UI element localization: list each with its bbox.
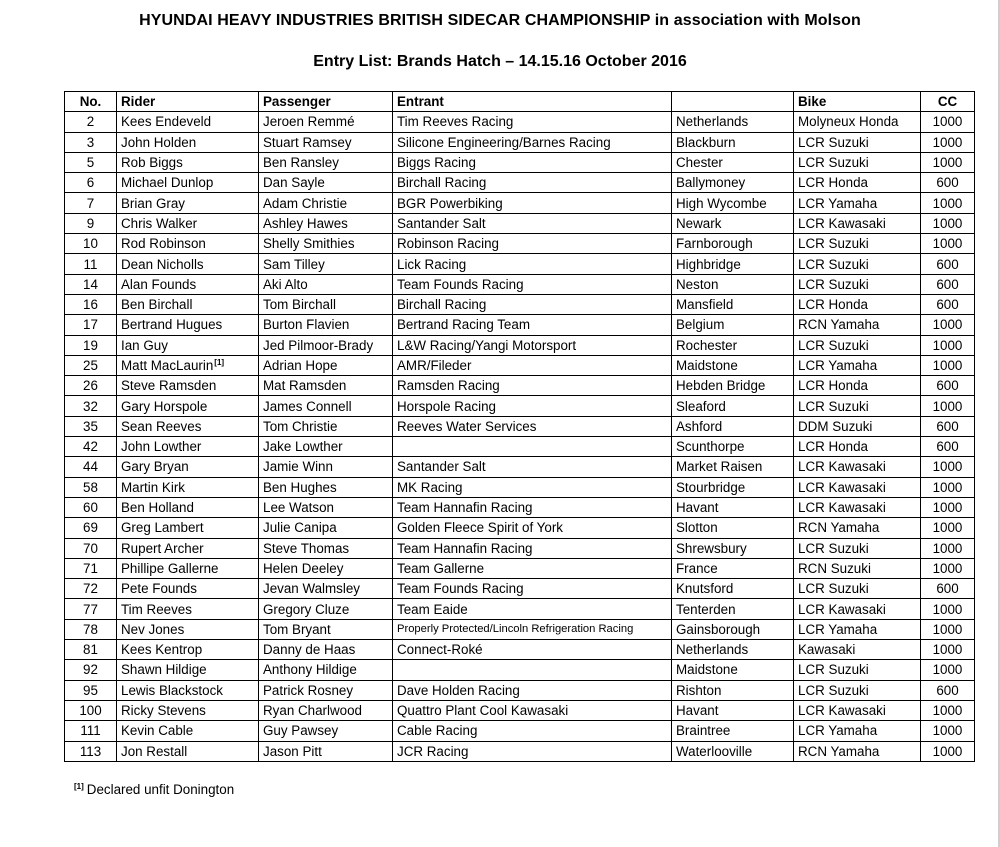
cell-cc: 1000: [921, 234, 975, 254]
cell-passenger: Gregory Cluze: [259, 599, 393, 619]
cell-bike: LCR Yamaha: [794, 193, 921, 213]
cell-passenger: Jake Lowther: [259, 437, 393, 457]
cell-no: 26: [65, 376, 117, 396]
cell-entrant: Dave Holden Racing: [393, 680, 672, 700]
cell-cc: 1000: [921, 396, 975, 416]
cell-cc: 1000: [921, 152, 975, 172]
cell-bike: LCR Honda: [794, 294, 921, 314]
cell-rider: Ricky Stevens: [117, 700, 259, 720]
table-row: [65, 518, 975, 538]
cell-rider: John Holden: [117, 132, 259, 152]
table-row: [65, 396, 975, 416]
cell-passenger: Steve Thomas: [259, 538, 393, 558]
cell-entrant: Ramsden Racing: [393, 376, 672, 396]
cell-location: Maidstone: [672, 660, 794, 680]
cell-cc: 1000: [921, 558, 975, 578]
cell-cc: 1000: [921, 538, 975, 558]
cell-location: Shrewsbury: [672, 538, 794, 558]
cell-cc: 1000: [921, 335, 975, 355]
cell-passenger: Helen Deeley: [259, 558, 393, 578]
cell-bike: RCN Suzuki: [794, 558, 921, 578]
cell-entrant: Connect-Roké: [393, 640, 672, 660]
cell-bike: DDM Suzuki: [794, 416, 921, 436]
cell-bike: LCR Kawasaki: [794, 457, 921, 477]
cell-bike: RCN Yamaha: [794, 741, 921, 761]
cell-entrant: Santander Salt: [393, 213, 672, 233]
cell-no: 111: [65, 721, 117, 741]
cell-no: 14: [65, 274, 117, 294]
cell-bike: LCR Suzuki: [794, 579, 921, 599]
cell-cc: 600: [921, 274, 975, 294]
cell-location: Knutsford: [672, 579, 794, 599]
table-body: [65, 112, 975, 762]
table-row: [65, 538, 975, 558]
cell-rider: Rod Robinson: [117, 234, 259, 254]
cell-rider: Gary Horspole: [117, 396, 259, 416]
cell-passenger: Stuart Ramsey: [259, 132, 393, 152]
cell-passenger: Sam Tilley: [259, 254, 393, 274]
cell-passenger: Mat Ramsden: [259, 376, 393, 396]
cell-cc: 1000: [921, 700, 975, 720]
cell-passenger: Burton Flavien: [259, 315, 393, 335]
cell-entrant: Team Hannafin Racing: [393, 538, 672, 558]
cell-no: 95: [65, 680, 117, 700]
cell-passenger: Adam Christie: [259, 193, 393, 213]
cell-rider: Bertrand Hugues: [117, 315, 259, 335]
cell-cc: 600: [921, 416, 975, 436]
cell-no: 6: [65, 173, 117, 193]
cell-no: 3: [65, 132, 117, 152]
rider-name: Matt MacLaurin: [121, 358, 214, 373]
cell-passenger: Jamie Winn: [259, 457, 393, 477]
cell-rider: Phillipe Gallerne: [117, 558, 259, 578]
table-row: [65, 558, 975, 578]
cell-bike: LCR Kawasaki: [794, 213, 921, 233]
column-header-entrant: Entrant: [393, 92, 672, 112]
cell-entrant: Lick Racing: [393, 254, 672, 274]
cell-rider: Kees Kentrop: [117, 640, 259, 660]
cell-passenger: Anthony Hildige: [259, 660, 393, 680]
table-row: [65, 355, 975, 375]
cell-passenger: Julie Canipa: [259, 518, 393, 538]
cell-bike: LCR Honda: [794, 173, 921, 193]
cell-location: Braintree: [672, 721, 794, 741]
cell-entrant: Silicone Engineering/Barnes Racing: [393, 132, 672, 152]
cell-entrant: Team Hannafin Racing: [393, 497, 672, 517]
table-row: [65, 234, 975, 254]
cell-location: Farnborough: [672, 234, 794, 254]
cell-no: 10: [65, 234, 117, 254]
table-row: [65, 700, 975, 720]
table-row: [65, 315, 975, 335]
cell-entrant: Tim Reeves Racing: [393, 112, 672, 132]
cell-passenger: Ben Hughes: [259, 477, 393, 497]
table-row: [65, 173, 975, 193]
cell-location: Scunthorpe: [672, 437, 794, 457]
cell-cc: 600: [921, 437, 975, 457]
cell-location: Hebden Bridge: [672, 376, 794, 396]
cell-rider: Ben Birchall: [117, 294, 259, 314]
cell-no: 77: [65, 599, 117, 619]
footnote-text: Declared unfit Donington: [86, 782, 235, 797]
cell-no: 69: [65, 518, 117, 538]
cell-location: Newark: [672, 213, 794, 233]
cell-location: Market Raisen: [672, 457, 794, 477]
cell-cc: 600: [921, 294, 975, 314]
cell-bike: RCN Yamaha: [794, 315, 921, 335]
cell-no: 32: [65, 396, 117, 416]
cell-entrant: [393, 660, 672, 680]
cell-passenger: Guy Pawsey: [259, 721, 393, 741]
table-row: [65, 335, 975, 355]
cell-bike: LCR Honda: [794, 437, 921, 457]
cell-location: Slotton: [672, 518, 794, 538]
cell-entrant: Biggs Racing: [393, 152, 672, 172]
table-row: [65, 132, 975, 152]
cell-cc: 1000: [921, 619, 975, 639]
cell-location: Highbridge: [672, 254, 794, 274]
column-header-rider: Rider: [117, 92, 259, 112]
cell-passenger: James Connell: [259, 396, 393, 416]
cell-entrant: Quattro Plant Cool Kawasaki: [393, 700, 672, 720]
table-row: [65, 457, 975, 477]
cell-no: 7: [65, 193, 117, 213]
cell-rider: John Lowther: [117, 437, 259, 457]
cell-rider: Alan Founds: [117, 274, 259, 294]
cell-cc: 1000: [921, 741, 975, 761]
cell-no: 5: [65, 152, 117, 172]
cell-location: Chester: [672, 152, 794, 172]
table-row: [65, 741, 975, 761]
cell-no: 25: [65, 355, 117, 375]
table-row: [65, 680, 975, 700]
cell-cc: 1000: [921, 193, 975, 213]
cell-passenger: Jason Pitt: [259, 741, 393, 761]
cell-no: 70: [65, 538, 117, 558]
cell-passenger: Jevan Walmsley: [259, 579, 393, 599]
cell-cc: 1000: [921, 457, 975, 477]
cell-rider: Greg Lambert: [117, 518, 259, 538]
cell-location: France: [672, 558, 794, 578]
cell-no: 19: [65, 335, 117, 355]
cell-cc: 1000: [921, 660, 975, 680]
cell-location: High Wycombe: [672, 193, 794, 213]
cell-rider: Nev Jones: [117, 619, 259, 639]
cell-entrant: Cable Racing: [393, 721, 672, 741]
cell-location: Waterlooville: [672, 741, 794, 761]
document-subtitle: Entry List: Brands Hatch – 14.15.16 October 2016: [313, 53, 687, 70]
cell-bike: LCR Suzuki: [794, 335, 921, 355]
cell-bike: Molyneux Honda: [794, 112, 921, 132]
cell-entrant: BGR Powerbiking: [393, 193, 672, 213]
table-row: [65, 721, 975, 741]
cell-location: Rishton: [672, 680, 794, 700]
cell-entrant: Santander Salt: [393, 457, 672, 477]
cell-entrant: Team Gallerne: [393, 558, 672, 578]
cell-entrant: Team Eaide: [393, 599, 672, 619]
cell-rider: Ben Holland: [117, 497, 259, 517]
cell-cc: 1000: [921, 315, 975, 335]
cell-location: Belgium: [672, 315, 794, 335]
cell-cc: 1000: [921, 640, 975, 660]
table-row: [65, 477, 975, 497]
cell-cc: 600: [921, 254, 975, 274]
table-row: [65, 294, 975, 314]
cell-passenger: Tom Birchall: [259, 294, 393, 314]
cell-bike: Kawasaki: [794, 640, 921, 660]
table-row: [65, 376, 975, 396]
cell-rider: Rob Biggs: [117, 152, 259, 172]
cell-bike: LCR Suzuki: [794, 234, 921, 254]
cell-location: Netherlands: [672, 112, 794, 132]
cell-location: Tenterden: [672, 599, 794, 619]
cell-no: 16: [65, 294, 117, 314]
cell-bike: LCR Kawasaki: [794, 477, 921, 497]
entry-list-table: [64, 91, 975, 762]
table-row: [65, 416, 975, 436]
cell-passenger: Ryan Charlwood: [259, 700, 393, 720]
cell-cc: 1000: [921, 477, 975, 497]
cell-rider: Martin Kirk: [117, 477, 259, 497]
cell-passenger: Tom Bryant: [259, 619, 393, 639]
document-title: HYUNDAI HEAVY INDUSTRIES BRITISH SIDECAR CHAMPIONSHIP in association with Molson: [139, 12, 861, 29]
cell-bike: LCR Kawasaki: [794, 599, 921, 619]
cell-no: 35: [65, 416, 117, 436]
cell-passenger: Ashley Hawes: [259, 213, 393, 233]
cell-bike: LCR Suzuki: [794, 254, 921, 274]
cell-bike: LCR Suzuki: [794, 680, 921, 700]
cell-rider: Rupert Archer: [117, 538, 259, 558]
column-header-location: [672, 92, 794, 112]
table-row: [65, 112, 975, 132]
cell-location: Blackburn: [672, 132, 794, 152]
table-row: [65, 254, 975, 274]
cell-entrant: JCR Racing: [393, 741, 672, 761]
cell-entrant: MK Racing: [393, 477, 672, 497]
cell-bike: LCR Suzuki: [794, 152, 921, 172]
cell-rider: Steve Ramsden: [117, 376, 259, 396]
cell-entrant: L&W Racing/Yangi Motorsport: [393, 335, 672, 355]
cell-cc: 1000: [921, 599, 975, 619]
cell-passenger: Aki Alto: [259, 274, 393, 294]
cell-entrant: Horspole Racing: [393, 396, 672, 416]
cell-passenger: Jed Pilmoor-Brady: [259, 335, 393, 355]
cell-cc: 600: [921, 680, 975, 700]
cell-passenger: Lee Watson: [259, 497, 393, 517]
cell-rider: Gary Bryan: [117, 457, 259, 477]
cell-cc: 600: [921, 579, 975, 599]
cell-bike: LCR Suzuki: [794, 132, 921, 152]
table-row: [65, 193, 975, 213]
column-header-no: No.: [65, 92, 117, 112]
cell-no: 9: [65, 213, 117, 233]
cell-cc: 1000: [921, 497, 975, 517]
table-row: [65, 152, 975, 172]
cell-passenger: Danny de Haas: [259, 640, 393, 660]
cell-rider: Michael Dunlop: [117, 173, 259, 193]
cell-passenger: Jeroen Remmé: [259, 112, 393, 132]
cell-entrant: Properly Protected/Lincoln Refrigeration Racing: [393, 619, 672, 639]
table-row: [65, 640, 975, 660]
cell-no: 42: [65, 437, 117, 457]
cell-no: 72: [65, 579, 117, 599]
cell-no: 2: [65, 112, 117, 132]
cell-cc: 1000: [921, 518, 975, 538]
column-header-passenger: Passenger: [259, 92, 393, 112]
cell-location: Ashford: [672, 416, 794, 436]
cell-no: 71: [65, 558, 117, 578]
cell-rider: Shawn Hildige: [117, 660, 259, 680]
cell-location: Maidstone: [672, 355, 794, 375]
cell-no: 60: [65, 497, 117, 517]
cell-location: Mansfield: [672, 294, 794, 314]
cell-rider: Lewis Blackstock: [117, 680, 259, 700]
table-row: [65, 599, 975, 619]
cell-passenger: Tom Christie: [259, 416, 393, 436]
cell-cc: 1000: [921, 213, 975, 233]
column-header-bike: Bike: [794, 92, 921, 112]
cell-entrant: Team Founds Racing: [393, 274, 672, 294]
cell-rider: Pete Founds: [117, 579, 259, 599]
cell-entrant: Team Founds Racing: [393, 579, 672, 599]
cell-passenger: Adrian Hope: [259, 355, 393, 375]
table-row: [65, 619, 975, 639]
cell-entrant: Birchall Racing: [393, 294, 672, 314]
cell-bike: LCR Suzuki: [794, 660, 921, 680]
cell-rider: Sean Reeves: [117, 416, 259, 436]
cell-rider: Jon Restall: [117, 741, 259, 761]
cell-no: 100: [65, 700, 117, 720]
footnote-reference: [1]: [214, 358, 225, 367]
cell-bike: LCR Yamaha: [794, 355, 921, 375]
cell-rider: Dean Nicholls: [117, 254, 259, 274]
cell-cc: 1000: [921, 132, 975, 152]
cell-bike: LCR Suzuki: [794, 274, 921, 294]
cell-bike: RCN Yamaha: [794, 518, 921, 538]
cell-entrant: Birchall Racing: [393, 173, 672, 193]
cell-location: Stourbridge: [672, 477, 794, 497]
cell-rider: Kees Endeveld: [117, 112, 259, 132]
footnote-marker: [1]: [74, 782, 84, 791]
cell-cc: 1000: [921, 355, 975, 375]
cell-bike: LCR Suzuki: [794, 538, 921, 558]
table-row: [65, 660, 975, 680]
cell-bike: LCR Kawasaki: [794, 700, 921, 720]
cell-location: Havant: [672, 700, 794, 720]
cell-no: 81: [65, 640, 117, 660]
cell-location: Gainsborough: [672, 619, 794, 639]
cell-location: Ballymoney: [672, 173, 794, 193]
cell-no: 17: [65, 315, 117, 335]
cell-passenger: Ben Ransley: [259, 152, 393, 172]
cell-no: 44: [65, 457, 117, 477]
cell-bike: LCR Yamaha: [794, 619, 921, 639]
cell-rider: Brian Gray: [117, 193, 259, 213]
table-row: [65, 274, 975, 294]
cell-rider: Chris Walker: [117, 213, 259, 233]
cell-cc: 1000: [921, 112, 975, 132]
cell-entrant: AMR/Fileder: [393, 355, 672, 375]
cell-entrant: Reeves Water Services: [393, 416, 672, 436]
cell-entrant: Golden Fleece Spirit of York: [393, 518, 672, 538]
table-row: [65, 497, 975, 517]
cell-no: 92: [65, 660, 117, 680]
table-row: [65, 213, 975, 233]
cell-location: Rochester: [672, 335, 794, 355]
cell-bike: LCR Honda: [794, 376, 921, 396]
table-row: [65, 579, 975, 599]
cell-rider: Tim Reeves: [117, 599, 259, 619]
cell-location: Havant: [672, 497, 794, 517]
cell-passenger: Dan Sayle: [259, 173, 393, 193]
cell-bike: LCR Kawasaki: [794, 497, 921, 517]
cell-bike: LCR Yamaha: [794, 721, 921, 741]
cell-no: 58: [65, 477, 117, 497]
cell-passenger: Shelly Smithies: [259, 234, 393, 254]
table-header-row: [65, 92, 975, 112]
cell-location: Sleaford: [672, 396, 794, 416]
column-header-cc: CC: [921, 92, 975, 112]
cell-cc: 600: [921, 173, 975, 193]
cell-rider: Ian Guy: [117, 335, 259, 355]
cell-entrant: [393, 437, 672, 457]
cell-no: 113: [65, 741, 117, 761]
cell-entrant: Bertrand Racing Team: [393, 315, 672, 335]
cell-no: 11: [65, 254, 117, 274]
cell-rider: [117, 355, 259, 375]
cell-cc: 600: [921, 376, 975, 396]
footnote: [74, 782, 234, 797]
cell-cc: 1000: [921, 721, 975, 741]
cell-no: 78: [65, 619, 117, 639]
cell-location: Neston: [672, 274, 794, 294]
cell-rider: Kevin Cable: [117, 721, 259, 741]
cell-entrant: Robinson Racing: [393, 234, 672, 254]
cell-bike: LCR Suzuki: [794, 396, 921, 416]
cell-passenger: Patrick Rosney: [259, 680, 393, 700]
cell-location: Netherlands: [672, 640, 794, 660]
table-row: [65, 437, 975, 457]
